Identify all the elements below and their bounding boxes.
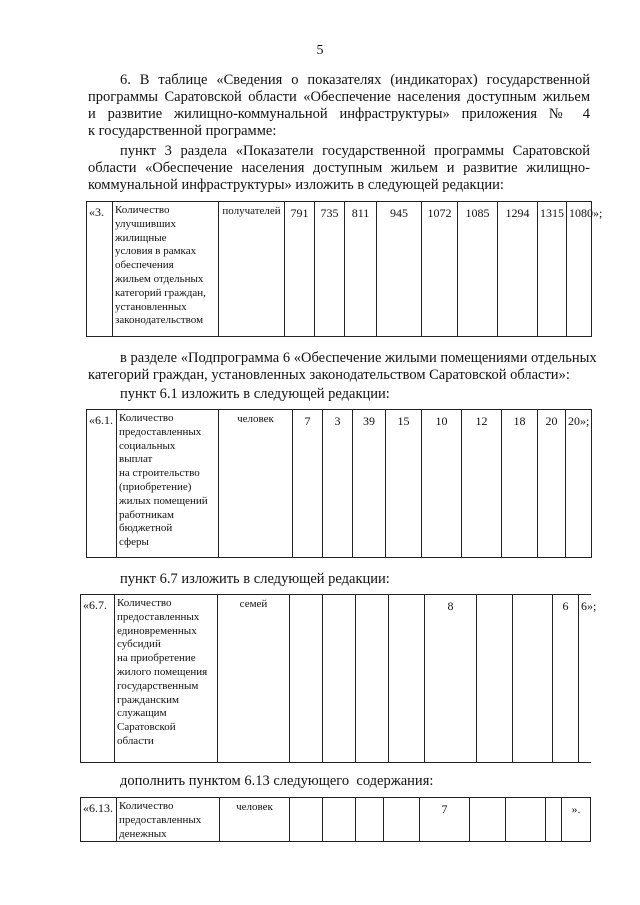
item-code: «3. xyxy=(87,202,113,337)
indicator-name xyxy=(117,410,219,558)
value-cell: 7 xyxy=(293,410,323,558)
value-cell: 1294 xyxy=(498,202,538,337)
name-line: субсидий xyxy=(117,638,161,651)
indicator-name xyxy=(117,798,220,842)
item-code: «6.1. xyxy=(87,410,117,558)
text-line: в разделе «Подпрограмма 6 «Обеспечение жилыми помещениями отдельных xyxy=(120,350,597,366)
value-cell: 18 xyxy=(502,410,538,558)
text-line: области «Обеспечение населения доступным жильем и развитие жилищно- xyxy=(88,160,590,176)
unit-of-measure: получателей xyxy=(219,202,285,337)
name-line: жилого помещения xyxy=(117,665,208,678)
name-line: на строительство xyxy=(119,467,200,480)
name-line: жильем отдельных xyxy=(115,272,204,285)
name-line: Количество xyxy=(119,412,174,424)
name-line: государственным xyxy=(117,679,199,692)
text-line: коммунальной инфраструктуры» изложить в следующей редакции: xyxy=(88,177,504,193)
value-cell: 945 xyxy=(377,202,422,337)
value-cell xyxy=(356,595,389,763)
name-line: Количество xyxy=(119,800,174,812)
intro-paragraph xyxy=(88,72,590,140)
value-cell: 7 xyxy=(420,798,470,842)
value-cell: ». xyxy=(562,798,591,842)
name-line: Саратовской xyxy=(117,721,176,734)
unit-of-measure: семей xyxy=(218,595,290,763)
value-cell: 20 xyxy=(538,410,566,558)
value-cell xyxy=(389,595,425,763)
instruction-paragraph-item6-13 xyxy=(120,773,590,790)
value-cell: 8 xyxy=(425,595,477,763)
value-cell xyxy=(477,595,513,763)
name-line: предоставленных xyxy=(117,610,200,623)
name-line: работникам xyxy=(119,508,174,521)
value-cell xyxy=(546,798,562,842)
value-cell: 6 xyxy=(553,595,579,763)
value-cell: 6»; xyxy=(579,595,591,763)
text-line: программы Саратовской области «Обеспечение населения доступным жильем xyxy=(88,89,590,105)
indicator-table-item3 xyxy=(86,201,603,337)
indicator-name xyxy=(113,202,219,337)
name-line: сферы xyxy=(119,536,149,549)
name-line: условия в рамках xyxy=(115,245,197,258)
item-code: «6.13. xyxy=(81,798,117,842)
value-cell xyxy=(323,798,356,842)
name-line: гражданским xyxy=(117,693,179,706)
name-line: выплат xyxy=(119,453,153,466)
indicator-table-item6-1 xyxy=(86,409,592,558)
value-cell xyxy=(290,595,323,763)
name-line: Количество xyxy=(115,204,170,216)
indicator-table-item6-7 xyxy=(80,594,597,763)
text-line: дополнить пунктом 6.13 следующего содержания: xyxy=(120,773,434,789)
unit-of-measure: человек xyxy=(219,410,293,558)
text-line: пункт 3 раздела «Показатели государственной программы Саратовской xyxy=(120,143,590,159)
value-cell xyxy=(356,798,384,842)
indicator-table-item6-13 xyxy=(80,797,591,842)
name-line: установленных xyxy=(115,300,187,313)
name-line: категорий граждан, xyxy=(115,286,206,299)
name-line: предоставленных xyxy=(119,813,202,826)
indicator-name xyxy=(115,595,218,763)
value-cell xyxy=(290,798,323,842)
section-paragraph-subprogram6 xyxy=(88,350,597,384)
text-line: пункт 6.1 изложить в следующей редакции: xyxy=(120,386,390,402)
value-cell xyxy=(506,798,546,842)
value-cell: 1085 xyxy=(458,202,498,337)
instruction-paragraph-item6-1 xyxy=(120,386,590,403)
value-cell: 3 xyxy=(323,410,353,558)
name-line: служащим xyxy=(117,707,167,720)
value-cell: 15 xyxy=(386,410,422,558)
item-code: «6.7. xyxy=(81,595,115,763)
name-line: Количество xyxy=(117,597,172,609)
value-cell: 39 xyxy=(353,410,386,558)
text-line: к государственной программе: xyxy=(88,123,277,139)
name-line: (приобретение) xyxy=(119,480,192,493)
value-cell: 12 xyxy=(462,410,502,558)
value-cell: 20»; xyxy=(566,410,592,558)
value-cell xyxy=(323,595,356,763)
value-cell xyxy=(513,595,553,763)
name-line: обеспечения xyxy=(115,259,174,272)
instruction-paragraph-item6-7 xyxy=(120,571,590,588)
value-cell xyxy=(470,798,506,842)
name-line: законодательством xyxy=(115,314,204,327)
value-cell: 811 xyxy=(345,202,377,337)
value-cell: 735 xyxy=(315,202,345,337)
value-cell xyxy=(384,798,420,842)
instruction-paragraph-item3 xyxy=(88,143,590,194)
value-cell: 1072 xyxy=(422,202,458,337)
name-line: денежных xyxy=(119,827,167,840)
unit-of-measure: человек xyxy=(220,798,290,842)
name-line: улучшивших xyxy=(115,217,176,230)
name-line: на приобретение xyxy=(117,652,196,665)
text-line: 6. В таблице «Сведения о показателях (индикаторах) государственной xyxy=(120,72,590,88)
value-cell: 10 xyxy=(422,410,462,558)
name-line: жилищные xyxy=(115,231,167,244)
text-line: категорий граждан, установленных законодательством Саратовской области»: xyxy=(88,367,570,383)
text-line: пункт 6.7 изложить в следующей редакции: xyxy=(120,571,390,587)
value-cell: 1315 xyxy=(538,202,567,337)
name-line: жилых помещений xyxy=(119,494,208,507)
name-line: бюджетной xyxy=(119,522,173,535)
value-cell: 791 xyxy=(285,202,315,337)
name-line: социальных xyxy=(119,439,176,452)
page-number: 5 xyxy=(316,43,324,58)
name-line: предоставленных xyxy=(119,425,202,438)
name-line: области xyxy=(117,734,154,747)
name-line: единовременных xyxy=(117,624,197,637)
value-cell: 1080»; xyxy=(567,202,592,337)
text-line: и развитие жилищно-коммунальной инфраструктуры» приложения № 4 xyxy=(88,106,590,122)
